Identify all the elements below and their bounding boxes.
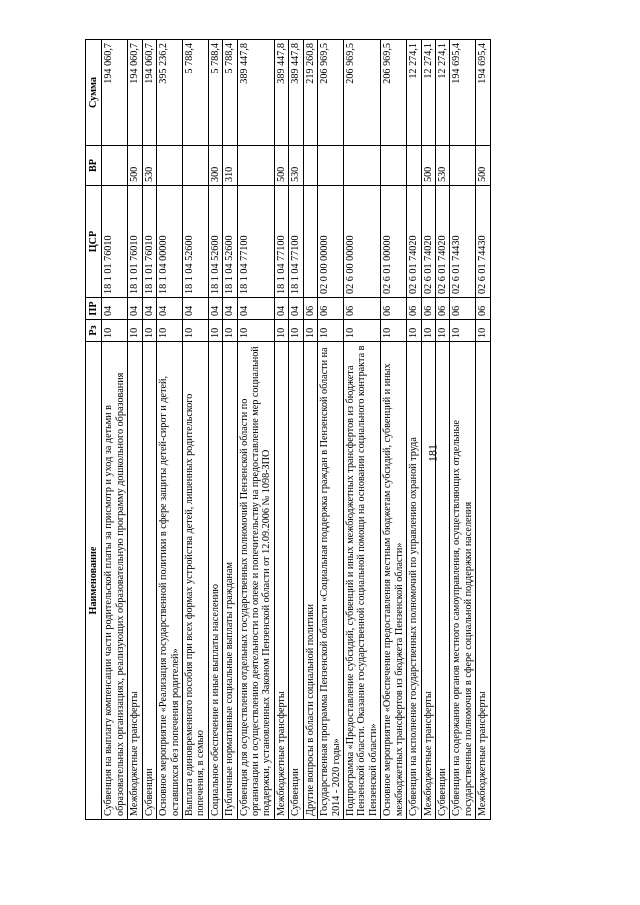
cell-name: Субвенции на содержание органов местного самоуправления, осуществляющих отдельные государственные полномочия в сфере социальной поддержки населения (450, 342, 476, 820)
cell-vr: 500 (421, 146, 435, 186)
cell-csr: 02 6 01 74020 (435, 186, 449, 298)
cell-rz: 10 (450, 320, 476, 342)
cell-name: Основное мероприятие «Реализация государственной политики в сфере защиты детей-сирот и детей, оставшихся без попечения родителей» (157, 342, 183, 820)
cell-pr: 04 (223, 298, 237, 320)
cell-pr: 04 (182, 298, 208, 320)
cell-rz: 10 (344, 320, 381, 342)
header-pr: ПР (86, 298, 102, 320)
cell-name: Субвенция на выплату компенсации части родительской платы за присмотр и уход за детьми в образовательных организациях, реализующих образовательную программу дошкольного образования (102, 342, 128, 820)
cell-rz: 10 (318, 320, 344, 342)
cell-name: Другие вопросы в области социальной политики (303, 342, 317, 820)
header-name: Наименование (86, 342, 102, 820)
cell-name: Субвенции на исполнение государственных полномочий по управлению охраной труда (407, 342, 421, 820)
cell-csr: 18 1 04 52600 (208, 186, 222, 298)
cell-csr: 18 1 04 52600 (223, 186, 237, 298)
cell-pr: 06 (318, 298, 344, 320)
cell-sum: 389 447,8 (289, 40, 303, 146)
cell-csr: 02 6 01 74430 (476, 186, 490, 298)
table-row (142, 40, 156, 820)
cell-vr (182, 146, 208, 186)
cell-sum: 12 274,1 (407, 40, 421, 146)
cell-rz: 10 (223, 320, 237, 342)
cell-rz: 10 (208, 320, 222, 342)
cell-pr: 06 (450, 298, 476, 320)
table-row (102, 40, 128, 820)
cell-name: Государственная программа Пензенской области «Социальная поддержка граждан в Пензенской области на 2014 - 2020 годы» (318, 342, 344, 820)
cell-sum: 395 236,2 (157, 40, 183, 146)
cell-sum: 5 788,4 (223, 40, 237, 146)
table-row (476, 40, 490, 820)
table-row (128, 40, 142, 820)
cell-name: Субвенция для осуществления отдельных государственных полномочий Пензенской области по организации и осуществлению деятельности по опеке и попечительству на предоставление мер социальной поддержки, установленных Законом Пензенской области от 12.09.2006 № 1098-ЗПО (237, 342, 274, 820)
cell-sum: 12 274,1 (421, 40, 435, 146)
cell-vr (381, 146, 407, 186)
cell-name: Субвенции (435, 342, 449, 820)
cell-name: Основное мероприятие «Обеспечение предоставления местным бюджетам субсидий, субвенций и иных межбюджетных трансфертов из бюджета Пензенской области» (381, 342, 407, 820)
cell-csr (303, 186, 317, 298)
cell-sum: 12 274,1 (435, 40, 449, 146)
cell-vr: 310 (223, 146, 237, 186)
budget-table (85, 39, 491, 820)
header-rz: Рз (86, 320, 102, 342)
cell-vr (303, 146, 317, 186)
cell-rz: 10 (421, 320, 435, 342)
cell-pr: 04 (289, 298, 303, 320)
cell-pr: 04 (128, 298, 142, 320)
cell-sum: 389 447,8 (274, 40, 288, 146)
cell-csr: 02 6 01 74430 (450, 186, 476, 298)
table-row (318, 40, 344, 820)
cell-sum: 194 060,7 (128, 40, 142, 146)
cell-csr: 18 1 01 76010 (102, 186, 128, 298)
cell-vr (407, 146, 421, 186)
cell-name: Межбюджетные трансферты (128, 342, 142, 820)
cell-rz: 10 (435, 320, 449, 342)
cell-name: Субвенции (142, 342, 156, 820)
cell-rz: 10 (237, 320, 274, 342)
cell-pr: 06 (435, 298, 449, 320)
cell-csr: 02 6 01 74020 (407, 186, 421, 298)
cell-csr: 18 1 01 76010 (142, 186, 156, 298)
cell-vr (318, 146, 344, 186)
cell-rz: 10 (274, 320, 288, 342)
cell-sum: 194 060,7 (102, 40, 128, 146)
table-row (274, 40, 288, 820)
cell-vr (237, 146, 274, 186)
cell-csr: 18 1 04 52600 (182, 186, 208, 298)
cell-pr: 04 (157, 298, 183, 320)
cell-rz: 10 (157, 320, 183, 342)
cell-csr: 02 0 00 00000 (318, 186, 344, 298)
cell-csr: 02 6 01 74020 (421, 186, 435, 298)
table-row (237, 40, 274, 820)
cell-pr: 04 (102, 298, 128, 320)
cell-vr: 500 (128, 146, 142, 186)
cell-rz: 10 (182, 320, 208, 342)
cell-sum: 206 969,5 (381, 40, 407, 146)
cell-rz: 10 (128, 320, 142, 342)
cell-csr: 18 1 04 77100 (289, 186, 303, 298)
cell-vr (102, 146, 128, 186)
cell-pr: 06 (421, 298, 435, 320)
cell-pr: 04 (237, 298, 274, 320)
cell-csr: 02 6 00 00000 (344, 186, 381, 298)
cell-pr: 06 (476, 298, 490, 320)
budget-table-container (85, 40, 550, 820)
table-row (421, 40, 435, 820)
cell-csr: 18 1 04 77100 (274, 186, 288, 298)
cell-pr: 06 (407, 298, 421, 320)
table-row (450, 40, 476, 820)
cell-rz: 10 (303, 320, 317, 342)
cell-vr: 530 (435, 146, 449, 186)
cell-sum: 5 788,4 (208, 40, 222, 146)
cell-name: Социальное обеспечение и иные выплаты населению (208, 342, 222, 820)
table-row (381, 40, 407, 820)
cell-name: Выплата единовременного пособия при всех формах устройства детей, лишенных родительского попечения, в семью (182, 342, 208, 820)
cell-rz: 10 (142, 320, 156, 342)
cell-csr: 18 1 04 00000 (157, 186, 183, 298)
cell-vr: 530 (142, 146, 156, 186)
cell-rz: 10 (381, 320, 407, 342)
table-row (208, 40, 222, 820)
cell-pr: 04 (274, 298, 288, 320)
cell-vr: 530 (289, 146, 303, 186)
table-row (182, 40, 208, 820)
cell-sum: 194 695,4 (476, 40, 490, 146)
cell-sum: 389 447,8 (237, 40, 274, 146)
table-row (157, 40, 183, 820)
cell-sum: 5 788,4 (182, 40, 208, 146)
cell-rz: 10 (102, 320, 128, 342)
cell-pr: 06 (303, 298, 317, 320)
table-row (435, 40, 449, 820)
cell-rz: 10 (289, 320, 303, 342)
cell-name: Межбюджетные трансферты (421, 342, 435, 820)
table-row (303, 40, 317, 820)
cell-pr: 04 (208, 298, 222, 320)
cell-sum: 219 260,8 (303, 40, 317, 146)
header-vr: ВР (86, 146, 102, 186)
table-row (344, 40, 381, 820)
cell-name: Субвенции (289, 342, 303, 820)
cell-sum: 206 969,5 (318, 40, 344, 146)
cell-sum: 194 060,7 (142, 40, 156, 146)
cell-pr: 04 (142, 298, 156, 320)
header-csr: ЦСР (86, 186, 102, 298)
cell-vr: 500 (476, 146, 490, 186)
cell-vr: 500 (274, 146, 288, 186)
cell-csr: 18 1 04 77100 (237, 186, 274, 298)
page-number: 181 (425, 444, 440, 462)
table-row (289, 40, 303, 820)
cell-pr: 06 (381, 298, 407, 320)
table-body (102, 40, 490, 820)
cell-name: Подпрограмма «Предоставление субсидий, субвенций и иных межбюджетных трансфертов из бюджета Пензенской области. Оказание государственной социальной помощи на основании социального контракта в Пензенской области» (344, 342, 381, 820)
cell-rz: 10 (476, 320, 490, 342)
cell-name: Межбюджетные трансферты (274, 342, 288, 820)
cell-vr (157, 146, 183, 186)
cell-sum: 206 969,5 (344, 40, 381, 146)
cell-vr (450, 146, 476, 186)
cell-csr: 02 6 01 00000 (381, 186, 407, 298)
cell-name: Межбюджетные трансферты (476, 342, 490, 820)
cell-sum: 194 695,4 (450, 40, 476, 146)
table-row (223, 40, 237, 820)
table-row (407, 40, 421, 820)
header-sum: Сумма (86, 40, 102, 146)
table-header-row (86, 40, 102, 820)
cell-pr: 06 (344, 298, 381, 320)
cell-vr (344, 146, 381, 186)
cell-csr: 18 1 01 76010 (128, 186, 142, 298)
cell-name: Публичные нормативные социальные выплаты гражданам (223, 342, 237, 820)
cell-vr: 300 (208, 146, 222, 186)
cell-rz: 10 (407, 320, 421, 342)
